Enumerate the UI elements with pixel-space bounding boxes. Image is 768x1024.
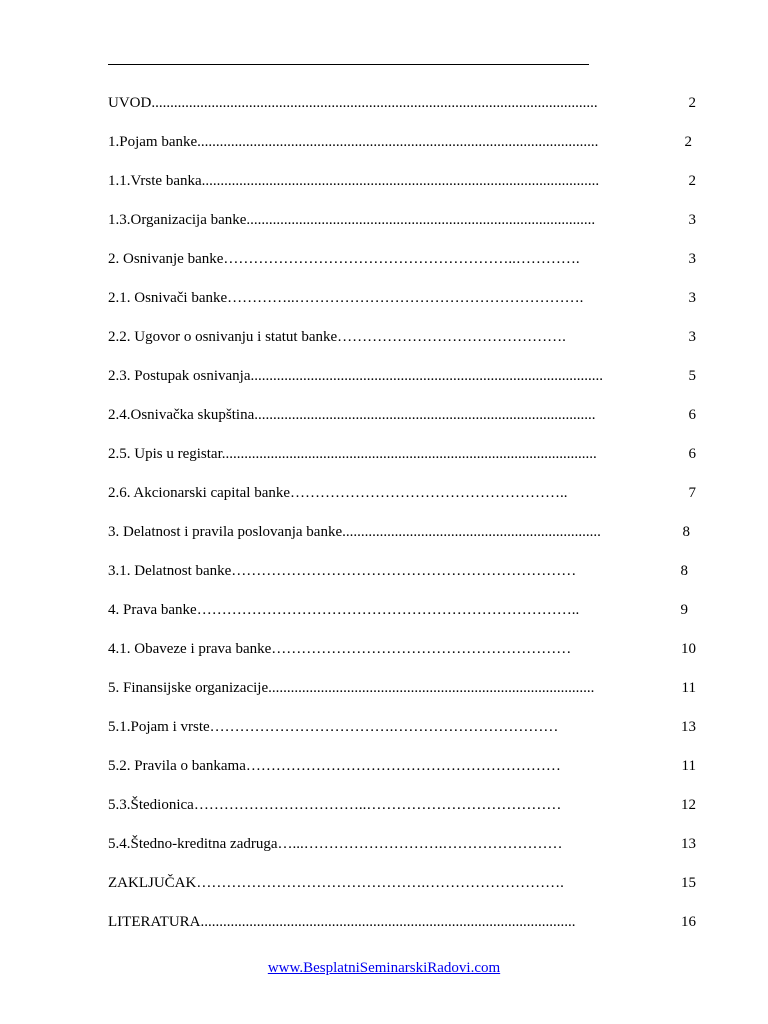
toc-entry (108, 675, 696, 714)
toc-entry-title: 2.6. Akcionarski capital banke……………………………………………….. (108, 485, 568, 501)
toc-entry (108, 246, 696, 285)
toc-entry (108, 207, 696, 246)
website-link[interactable]: www.BesplatniSeminarskiRadovi.com (267, 960, 501, 976)
toc-entry-title: 4. Prava banke………………………………………………………………….. (108, 602, 580, 618)
toc-entry-page-number: 2 (689, 168, 697, 194)
toc-entry-page-number: 2 (685, 129, 693, 155)
toc-entry-page-number: 11 (682, 753, 696, 779)
toc-entry-title: 5.3.Štedionica……………………………..………………………………… (108, 797, 562, 813)
toc-entry-page-number: 8 (681, 558, 689, 584)
toc-entry-title: 3. Delatnost i pravila poslovanja banke..................................................................... (108, 524, 601, 540)
toc-entry-title: 2.2. Ugovor o osnivanju i statut banke………………………………………. (108, 329, 566, 345)
toc-entry-title: 1.Pojam banke........................................................................................................... (108, 134, 599, 150)
toc-entry-page-number: 6 (689, 441, 697, 467)
toc-entry-title: UVOD....................................................................................................................... (108, 95, 598, 111)
toc-entry (108, 363, 696, 402)
toc-entry (108, 480, 696, 519)
toc-entry-title: LITERATURA.................................................................................................... (108, 914, 576, 930)
toc-entry-page-number: 9 (681, 597, 689, 623)
toc-entry (108, 168, 696, 207)
toc-entry (108, 558, 696, 597)
toc-entry-title: 2.4.Osnivačka skupština........................................................................................... (108, 407, 596, 423)
toc-entry (108, 870, 696, 909)
toc-entry-page-number: 16 (681, 909, 696, 935)
toc-entry (108, 792, 696, 831)
toc-entry-page-number: 13 (681, 714, 696, 740)
toc-entry (108, 441, 696, 480)
toc-entry-page-number: 3 (689, 285, 697, 311)
toc-entry (108, 90, 696, 129)
toc-entry-page-number: 3 (689, 246, 697, 272)
toc-entry (108, 636, 696, 675)
toc-entry-page-number: 3 (689, 207, 697, 233)
toc-entry-page-number: 8 (683, 519, 691, 545)
toc-entry (108, 402, 696, 441)
toc-entry-page-number: 7 (689, 480, 697, 506)
toc-entry (108, 129, 696, 168)
table-of-contents (108, 90, 696, 948)
toc-entry-page-number: 13 (681, 831, 696, 857)
toc-entry-page-number: 5 (689, 363, 697, 389)
toc-entry-title: 1.3.Organizacija banke............................................................................................. (108, 212, 596, 228)
toc-entry-page-number: 15 (681, 870, 696, 896)
toc-entry (108, 714, 696, 753)
toc-entry-title: 4.1. Obaveze i prava banke…………………………………………………… (108, 641, 572, 657)
toc-entry-page-number: 12 (681, 792, 696, 818)
toc-entry-title: 5. Finansijske organizacije....................................................................................... (108, 680, 595, 696)
toc-entry (108, 324, 696, 363)
toc-entry-title: 2.5. Upis u registar.................................................................................................... (108, 446, 597, 462)
top-horizontal-rule (108, 64, 589, 65)
toc-entry-title: 2. Osnivanje banke…………………………………………………..…………. (108, 251, 580, 267)
toc-entry-title: ZAKLJUČAK……………………………………….………………………. (108, 875, 564, 891)
toc-entry-page-number: 6 (689, 402, 697, 428)
toc-entry (108, 597, 696, 636)
toc-entry-title: 2.1. Osnivači banke…………..…………………………………………………. (108, 290, 584, 306)
toc-entry-page-number: 2 (689, 90, 697, 116)
toc-entry-title: 5.2. Pravila o bankama……………………………………………………… (108, 758, 561, 774)
toc-entry-title: 5.1.Pojam i vrste……………………………….…………………………… (108, 719, 559, 735)
toc-entry-page-number: 10 (681, 636, 696, 662)
toc-entry-title: 3.1. Delatnost banke…………………………………………………………… (108, 563, 577, 579)
toc-entry-title: 5.4.Štedno-kreditna zadruga…...……………………….…………………… (108, 836, 563, 852)
toc-entry (108, 519, 696, 558)
toc-entry-title: 1.1.Vrste banka.......................................................................................................... (108, 173, 600, 189)
toc-entry (108, 831, 696, 870)
toc-entry (108, 909, 696, 948)
toc-entry-title: 2.3. Postupak osnivanja.............................................................................................. (108, 368, 603, 384)
toc-entry (108, 753, 696, 792)
toc-entry (108, 285, 696, 324)
toc-entry-page-number: 3 (689, 324, 697, 350)
toc-entry-page-number: 11 (682, 675, 696, 701)
